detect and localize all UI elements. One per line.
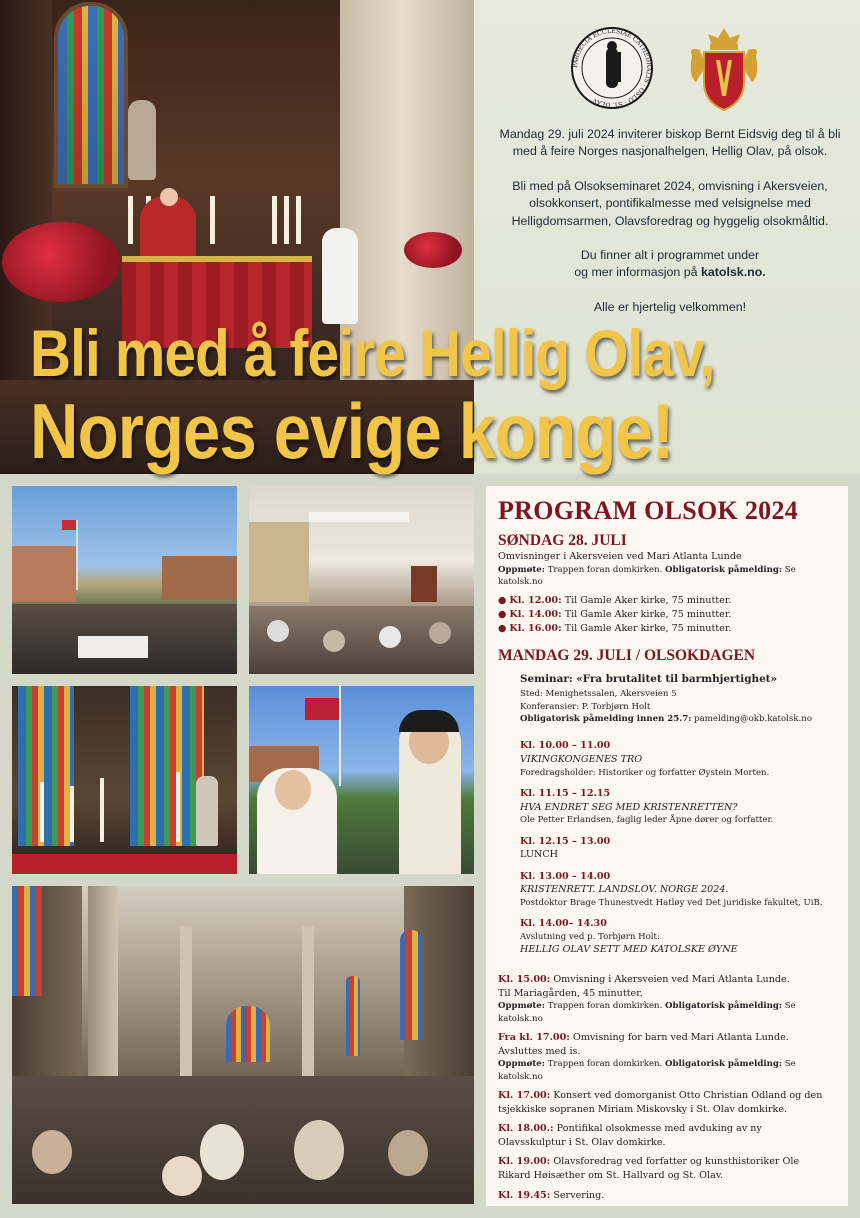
sunday-heading: SØNDAG 28. JULI <box>498 532 627 549</box>
program-panel <box>486 486 848 1206</box>
event-item: Fra kl. 17.00: Omvisning for barn ved Mari Atlanta Lunde. Avsluttes med is. <box>498 1031 789 1057</box>
event-item: Kl. 19.00: Olavsforedrag ved forfatter og kunsthistoriker Ole Rikard Høisæther om St. Hallvard og St. Olav. <box>498 1156 800 1181</box>
seminar-slot: Kl. 10.00 – 11.00 VIKINGKONGENES TRO Foredragsholder: Historiker og forfatter Øystein Morten. <box>520 740 770 778</box>
seminar-registration: Obligatorisk påmelding innen 25.7: pamelding@okb.katolsk.no <box>520 714 812 724</box>
invite-paragraph-4: Alle er hjertelig velkommen! <box>593 299 747 314</box>
cathedral-interior-photo <box>12 886 474 1204</box>
invite-paragraph-1: Mandag 29. juli 2024 inviterer biskop Bernt Eidsvig deg til å bli med å feire Norges nasjonalhelgen, Hellig Olav, på olsok. <box>499 127 841 159</box>
event-item: Kl. 15.00: Omvisning i Akersveien ved Mari Atlanta Lunde. Til Mariagården, 45 minutter. <box>498 973 790 999</box>
katolsk-link[interactable]: katolsk.no. <box>701 265 766 280</box>
seminar-slot: Kl. 14.00– 14.30 Avslutning ved p. Torbjørn Holt: HELLIG OLAV SETT MED KATOLSKE ØYNE <box>520 918 738 956</box>
sunday-tour-item: ● Kl. 12.00: Til Gamle Aker kirke, 75 minutter. <box>498 595 732 607</box>
server-figure <box>322 228 358 324</box>
event-meet-info: Oppmøte: Trappen foran domkirken. Obligatorisk påmelding: Se katolsk.no <box>498 1001 796 1024</box>
monday-heading: MANDAG 29. JULI / OLSOKDAGEN <box>498 647 756 665</box>
event-item: Kl. 19.45: Servering. <box>498 1189 605 1201</box>
seminar-place: Sted: Menighetssalen, Akersveien 5 <box>520 689 677 700</box>
seminar-hall-photo <box>249 486 474 674</box>
seminar-title: Seminar: «Fra brutalitet til barmhjertighet» <box>520 673 777 686</box>
event-item: Kl. 18.00.: Pontifikal olsokmesse med avduking av ny Olavsskulptur i St. Olav domkirke. <box>498 1123 762 1148</box>
seminar-slot: Kl. 12.15 – 13.00 LUNCH <box>520 835 611 861</box>
seminar-slot: Kl. 11.15 – 12.15 HVA ENDRET SEG MED KRISTENRETTEN? Ole Petter Erlandsen, faglig leder Åpne dører og forfatter. <box>520 788 774 826</box>
invite-paragraph-3: Du finner alt i programmet under og mer informasjon på katolsk.no. <box>574 248 766 280</box>
invite-paragraph-2: Bli med på Olsokseminaret 2024, omvisning i Akersveien, olsokkonsert, pontifikalmesse med velsignelse med Helligdomsarmen, Olavsforedrag og hyggelig olsokmåltid. <box>511 178 829 228</box>
event-meet-info: Oppmøte: Trappen foran domkirken. Obligatorisk påmelding: Se katolsk.no <box>498 1059 796 1082</box>
program-title: PROGRAM OLSOK 2024 <box>498 496 799 525</box>
sunday-intro: Omvisninger i Akersveien ved Mari Atlanta Lunde <box>498 551 742 562</box>
sisters-outdoors-photo <box>249 686 474 874</box>
event-item: Kl. 17.00: Konsert ved domorganist Otto Christian Odland og den tsjekkiske sopranen Miriam Miskovsky i St. Olav domkirke. <box>498 1089 823 1115</box>
diocese-coat-of-arms-logo <box>686 26 762 112</box>
sunday-meet-info: Oppmøte: Trappen foran domkirken. Obligatorisk påmelding: Se katolsk.no <box>498 564 796 587</box>
headline-line-2: Norges evige konge! <box>30 387 674 475</box>
sunday-tour-item: ● Kl. 14.00: Til Gamle Aker kirke, 75 minutter. <box>498 609 732 620</box>
roses <box>2 222 120 302</box>
cathedral-seal-logo <box>570 26 654 110</box>
statue <box>128 100 156 180</box>
headline <box>30 316 850 475</box>
headline-line-1: Bli med å feire Hellig Olav, <box>30 316 715 390</box>
seal-text: PAROECIA ECCLESIAE CATHEDRALIS · OSLO · ST. OLAV <box>571 27 653 109</box>
seminar-host: Konferansier: P. Torbjørn Holt <box>520 701 651 712</box>
stained-glass-window <box>54 2 128 188</box>
candles-reliquary-photo <box>12 686 237 874</box>
sunday-tour-item: ● Kl. 16.00: Til Gamle Aker kirke, 75 minutter. <box>498 622 732 634</box>
outdoor-gathering-photo <box>12 486 237 674</box>
invitation-text <box>490 126 850 333</box>
seminar-slot: Kl. 13.00 – 14.00 KRISTENRETT. LANDSLOV. NORGE 2024. Postdoktor Brage Thunestvedt Hatløy ved Det juridiske fakultet, UiB. <box>520 870 823 908</box>
